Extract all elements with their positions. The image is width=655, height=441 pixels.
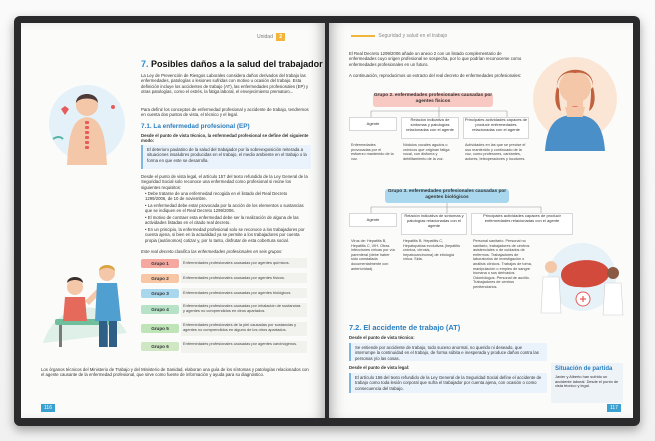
situacion-title: Situación de partida [555, 366, 613, 372]
group2-col-agent: Agente [349, 117, 397, 131]
intro-paragraph-2: A continuación, reproducimos un extracto del real decreto de enfermedades profesionales: [349, 73, 522, 78]
right-header [351, 33, 447, 39]
page-number-left: 116 [41, 404, 55, 412]
group-desc: Enfermedades profesionales de la piel causadas por sustancias y agentes no comprendidos en alguno de los otros apartados. [183, 322, 297, 332]
technical-view-text: Desde el punto de vista técnico: [349, 335, 415, 340]
group3-col-agent: Agente [349, 213, 397, 227]
doctors-liver-illustration [539, 237, 625, 317]
book-cover [14, 16, 640, 426]
intro-paragraph: La Ley de Prevención de Riesgos Laborales considera daños derivados del trabajo las enfermedades, patologías o lesiones sufridas con motivo u ocasión del trabajo. Esta definición incluye los accidentes de trabajo (AT), las enfermedades profesionales (EP) y otras patologías, como el estrés, la fatiga laboral, el envejecimiento prematuro... [141, 73, 309, 94]
group-desc: Enfermedades profesionales causadas por agentes biológicos. [183, 290, 292, 295]
legal-definition-text: El artículo 156 del texto refundido de la Ley General de la Seguridad Social define el accidente de trabajo como toda lesión corporal que sufra el trabajador por cuenta ajena, con ocasión o como consecuencia del trabajo. [355, 375, 542, 391]
group2-activities-text: Actividades en las que se precise el uso mantenido y continuado de la voz, como profesores, cantantes, actores, teleoperadores y locutores. [465, 143, 526, 161]
footer-paragraph: Los órganos técnicos del Ministerio de Trabajo y del Ministerio de Sanidad, elaboran una guía de los síntomas y patologías relacionados con el agente causante de la enfermedad profesional, que sirve como fuente de información y ayuda para su diagnóstico. [41, 367, 309, 378]
header-accent [351, 35, 375, 37]
requirement-text: Debe tratarse de una enfermedad recogida en el listado del Real Decreto 1299/2006, de 10 de noviembre. [145, 191, 288, 202]
unit-label: Unidad [257, 34, 273, 40]
requirement-text: La enfermedad debe estar provocada por la acción de los elementos o sustancias que se indiquen en el Real Decreto 1299/2006. [145, 203, 304, 214]
requirement-text: El motivo de contraer esta enfermedad debe ser la realización de alguna de las actividades listadas en el citado real decreto. [145, 215, 299, 226]
group-label: Grupo 4 [141, 305, 179, 314]
group2-agent-text: Enfermedades provocadas por el esfuerzo mantenido de la voz. [351, 143, 394, 161]
legal-definition-box [349, 373, 547, 393]
physiotherapy-illustration [35, 243, 135, 355]
group-desc: Enfermedades profesionales causadas por agentes físicos. [183, 275, 286, 280]
group3-agent-text: Virus de: Hepatitis B, Hepatitis C, VIH. Otras infecciones víricas por vía parenteral (debe haber sido constatada documentalmente con anterioridad). [351, 239, 395, 271]
section-title-text: Posibles daños a la salud del trabajador [151, 59, 323, 69]
group2-connector [349, 107, 529, 117]
group-label: Grupo 3 [141, 289, 179, 298]
legal-view-text: Desde el punto de vista legal: [349, 365, 410, 370]
right-page [329, 23, 633, 418]
group3-col-activities: Principales actividades capaces de producir enfermedades relacionadas con el agente [471, 213, 573, 235]
group3-activities-text: Personal sanitario. Personal no sanitario, trabajadores de centros asistenciales o de cuidados de enfermos. Trabajadores de laboratorios de investigación o análisis clínicos. Trabajos de toma, manipulación o empleo de sangre humana o sus derivados. Odontólogos. Personal de auxilio. Trabajadores de centros penitenciarios. [473, 239, 532, 289]
left-page [21, 23, 325, 418]
group3-col-symptoms: Relación indicativa de síntomas y patologías relacionadas con el agente [401, 213, 467, 235]
group-desc: Enfermedades profesionales causadas por inhalación de sustancias y agentes no comprendidos en otros apartados. [183, 303, 301, 313]
group2-title: Grupo 2. enfermedades profesionales causadas por agentes físicos [373, 93, 493, 107]
group2-col-symptoms: Relación indicativa de síntomas y patologías relacionadas con el agente [401, 117, 459, 139]
section-number: 7. [141, 59, 149, 69]
requirement-text: En un principio, la enfermedad profesional solo se reconoce a los trabajadores por cuenta ajena, si bien en la actualidad ya se permite a los trabajadores por cuenta propia (autónomos) cotizar y, por lo tanto, disfrutar de esta cobertura social. [145, 227, 305, 243]
situacion-text: Javier y Alberto han sufrido un accidente laboral. Desde el punto de vista técnico y legal. [555, 374, 619, 389]
group-desc: Enfermedades profesionales causadas por agentes carcinógenos. [183, 341, 298, 346]
requirement-item: • Debe tratarse de una enfermedad recogida en el listado del Real Decreto 1299/2006, de 10 de noviembre. [145, 191, 288, 202]
technical-definition-box [349, 343, 547, 361]
voice-strain-illustration [527, 51, 623, 151]
group-desc: Enfermedades profesionales causadas por agentes químicos. [183, 260, 290, 265]
section-title [141, 59, 323, 69]
situacion-sidebar [551, 363, 623, 403]
requirement-item: • La enfermedad debe estar provocada por la acción de los elementos o sustancias que se indiquen en el Real Decreto 1299/2006. [145, 203, 304, 214]
intro-paragraph-2: Para definir los conceptos de enfermedad profesional y accidente de trabajo, tendremos en cuenta dos puntos de vista, el técnico y el legal. [141, 107, 309, 118]
subsection-7-1-title: 7.1. La enfermedad profesional (EP) [141, 123, 250, 130]
legal-view-text: Desde el punto de vista legal, el artículo 157 del texto refundido de la Ley General de la Seguridad Social solo reconoce una enfermedad como profesional si reúne los siguientes requisitos: [141, 174, 308, 190]
group-label: Grupo 6 [141, 342, 179, 351]
page-number-right: 117 [607, 404, 621, 412]
group2-symptoms-text: Nódulos vocales agudos o crónicos que originan fatiga vocal, con disfonía y debilitamiento de la voz. [403, 143, 450, 161]
definition-box [141, 145, 311, 169]
requirement-item: • El motivo de contraer esta enfermedad debe ser la realización de alguna de las actividades listadas en el citado real decreto. [145, 215, 299, 226]
groups-intro: Este real decreto clasifica las enfermedades profesionales en seis grupos: [141, 249, 283, 254]
left-header [257, 33, 285, 41]
group-label: Grupo 2 [141, 274, 179, 283]
intro-paragraph: El Real Decreto 1299/2006 añade un anexo 2 con un listado complementario de enfermedades cuyo origen profesional se sospecha, por lo que podrían reconocerse como enfermedades profesionales en un futuro. [349, 51, 522, 67]
technical-definition-text: Se entiende por accidente de trabajo, todo suceso anormal, no querido ni deseado, que interrumpe la continuidad en el trabajo, de forma súbita e inesperada y produce daños contra las personas y/o las cosas. [355, 345, 539, 361]
group2-col-activities: Principales actividades capaces de producir enfermedades relacionadas con el agente [463, 117, 529, 139]
technical-view-text: Desde el punto de vista técnico, la enfermedad profesional se define del siguiente modo: [141, 133, 309, 144]
requirement-item: • En un principio, la enfermedad profesional solo se reconoce a los trabajadores por cuenta ajena, si bien en la actualidad ya se permite a los trabajadores por cuenta propia (autónomos) cotizar y, por lo tanto, disfrutar de esta cobertura social. [145, 227, 305, 243]
group3-symptoms-text: Hepatitis B, Hepatitis C, Hepatopatías evolutivas (hepatitis crónica, cirrosis, hepatocarcinoma) de etiología vírica. Sida. [403, 239, 460, 262]
group3-title: Grupo 3. enfermedades profesionales causadas por agentes biológicos [385, 189, 509, 203]
unit-number-badge: 2 [276, 33, 285, 41]
subsection-7-2-title: 7.2. El accidente de trabajo (AT) [349, 323, 461, 332]
definition-text: El deterioro paulatino de la salud del trabajador por la sobreexposición reiterada a situaciones insalubres producidas en el trabajo, el medio ambiente en el trabajo o la forma en que este se desarrolla. [147, 147, 307, 163]
group3-connector [349, 203, 569, 213]
spine-pain-illustration [43, 79, 131, 165]
group-label: Grupo 1 [141, 259, 179, 268]
book-title: Seguridad y salud en el trabajo [378, 33, 448, 39]
group-label: Grupo 5 [141, 324, 179, 333]
